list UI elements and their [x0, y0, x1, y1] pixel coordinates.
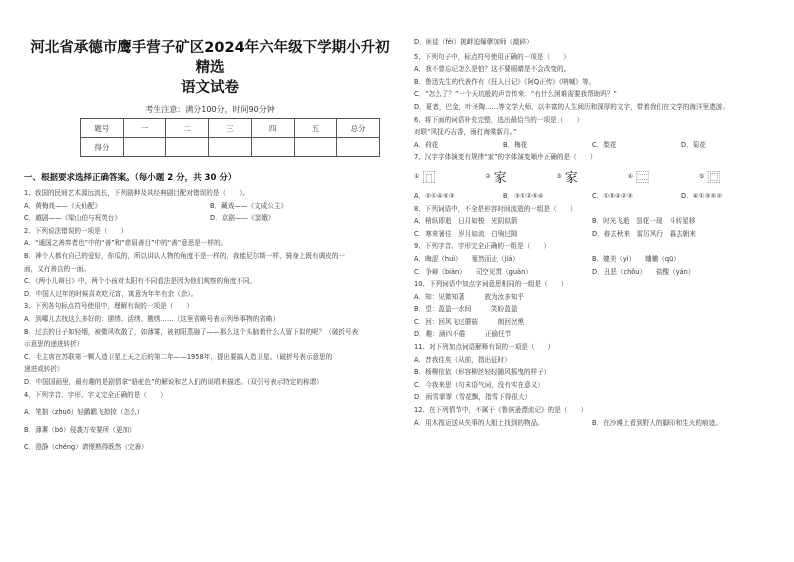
question-stem: 1、我国的民间艺术源远流长，下列剧种及其经典剧目配对错误的是（ ）。	[24, 189, 250, 197]
option-d[interactable]: D．夏者，巴金，叶圣陶……等文学大师，以丰富的人生阅历和深厚的文字，带着我们在文学的海洋里遨游。	[414, 102, 729, 111]
score-table-score-row	[81, 138, 380, 157]
glyph-item	[556, 167, 627, 186]
option-b[interactable]: B．薄薯（bō）侵袭万安要所（更加）	[24, 425, 136, 434]
glyph-char: ⿳	[636, 171, 650, 187]
score-table-header-row	[81, 119, 380, 138]
question-stem: 2、下列说法错误的一项是（ ）	[24, 226, 128, 235]
score-cell: 总分	[337, 119, 380, 138]
score-input-cell[interactable]	[294, 138, 337, 157]
option-c[interactable]: C．争辩（biàn） 司空见贯（guàn）	[414, 267, 532, 276]
option-b-continued: 面，又有善良的一面。	[24, 264, 90, 273]
option-b[interactable]: B．在沙滩上看到野人的脚印和生火的痕迹。	[592, 418, 722, 427]
question-stem: 11、对下列加点词语解释有误的一项是（ ）	[414, 343, 555, 352]
option-row	[414, 139, 770, 152]
option-d[interactable]: D．④①③⑤②	[681, 191, 723, 200]
option-c[interactable]: C．毛主席在苏联第一颗人造卫星上天之后的第二年——1958年，提出要搞人造卫星。（破折号表示意思的	[24, 352, 333, 361]
option-row	[414, 266, 770, 279]
question-5	[414, 51, 770, 114]
option-a[interactable]: A．稍纵即逝 日月如梭 光阴似箭	[414, 217, 518, 226]
glyph-number: ③	[556, 173, 562, 181]
option-a[interactable]: A．知：见微知著 敦为汝多知乎	[414, 292, 525, 301]
option-c[interactable]: C．今我来思（句末语气词，没有实在意义）	[414, 380, 544, 389]
question-1	[24, 187, 396, 225]
title-line-2: 语文试卷	[181, 80, 239, 96]
section-heading: 一、根据要求选择正确答案。（每小题 2 分，共 30 分）	[24, 173, 237, 183]
option-b[interactable]: B．神个人都有自己的爱好，你瓜的，所以讲认人物的角度不是一样的，我能尼尔斯一样，骑身上既有调皮的一	[24, 251, 346, 260]
question-stem: 7、汉字字体演变有规律“家”的字体演变顺序正确的是（ ）	[414, 153, 597, 162]
score-cell: 一	[123, 119, 166, 138]
option-d[interactable]: D．趣：涵四不倦 正偷任节	[414, 330, 512, 339]
score-input-cell[interactable]	[209, 138, 252, 157]
score-cell: 四	[251, 119, 294, 138]
option-d[interactable]: D．雨雪霏霏（雪花飘，指雪下得很大）	[414, 393, 532, 402]
option-b[interactable]: B．鲁迅先生的代表作有《狂人日记》《阿Q正传》《呐喊》等。	[414, 77, 596, 86]
option-a[interactable]: A．到哪儿去找这么多好的：摆绣、活绣、搬绣……（这里省略号表示列举事物的省略）	[24, 314, 280, 323]
option-a[interactable]: A．我不曾忘记怎么是怕？这不要眼睛是不会改变的。	[414, 65, 571, 74]
right-column	[414, 36, 770, 429]
question-3	[24, 300, 396, 388]
question-stem: 5、下列句子中，标点符号使用正确的一项是（ ）	[414, 52, 570, 61]
glyph-char: ⿵	[422, 171, 436, 187]
glyph-item	[699, 167, 770, 186]
question-11	[414, 341, 770, 404]
option-d[interactable]: D．中国国画里，最有趣的是剧情拿“骆驼色”的解说和艺人们的说唱来描述。（双引号表示特定的称谓）	[24, 377, 323, 386]
option-d[interactable]: D．丑恶（chǒu） 盐酸（yán）	[592, 267, 695, 276]
glyph-number: ⑤	[698, 173, 705, 181]
score-table	[80, 118, 380, 157]
score-input-cell[interactable]	[123, 138, 166, 157]
option-b[interactable]: B．梅花	[503, 140, 528, 149]
option-d[interactable]: D．匪徒（fěi）挑衅迫爆孽加师（敲碎）	[414, 38, 533, 46]
question-stem: 12、在下列情节中，不属于《鲁滨逊漂流记》的是（ ）	[414, 406, 588, 415]
option-a[interactable]: A．笔拙（zhuō）轻鹳鹳飞掠掠（怎么）	[24, 408, 144, 417]
option-d[interactable]: D．菊花	[681, 140, 706, 149]
score-cell: 三	[209, 119, 252, 138]
option-c[interactable]: C．《两小儿辩日》中，两个小孩对太阳有不同看法是因为他们观察的角度不同。	[24, 277, 257, 286]
score-cell: 题号	[81, 119, 124, 138]
question-10	[414, 278, 770, 341]
score-cell: 五	[294, 119, 337, 138]
option-b[interactable]: B．藏戏——《文成公主》	[210, 201, 288, 210]
glyph-char: 家	[493, 171, 507, 187]
option-b[interactable]: B．过去的日子如轻烟，被微风吹散了，如薄雾，被初阳蒸融了——那么这个头脑着什么人留下似的呢？（破折号表	[24, 327, 359, 336]
option-c[interactable]: C．回：回风飞过蘑菇 朗回岔黑	[414, 317, 525, 326]
left-column	[24, 38, 396, 454]
score-input-cell[interactable]	[337, 138, 380, 157]
glyph-number: ①	[414, 173, 420, 181]
option-a[interactable]: A．黄梅戏——《天仙配》	[24, 201, 102, 210]
score-input-cell[interactable]	[166, 138, 209, 157]
exam-notice: 考生注意：满分100分，时间90分钟	[145, 105, 275, 114]
option-a[interactable]: A．②①④⑤③	[414, 191, 455, 200]
question-4	[24, 389, 396, 454]
option-d[interactable]: D．春去秋来 雷厉风行 暮去朝来	[592, 229, 696, 238]
option-a[interactable]: A．晦涩（huì） 戛然而止（jiá）	[414, 254, 519, 263]
question-stem: 10、下列词语中加点字词意思相同的一组是（ ）	[414, 280, 568, 289]
option-d[interactable]: D．京剧——《窦娥》	[210, 214, 275, 223]
option-d[interactable]: D．中国人过年的时候喜欢吃元宵，寓意为年年有余（余）。	[24, 289, 198, 298]
option-b[interactable]: B．③①②⑤④	[503, 191, 544, 200]
option-c-continued: 递进或转折）	[24, 365, 64, 374]
option-a[interactable]: A．荷花	[414, 140, 439, 149]
option-row	[24, 212, 396, 225]
option-b[interactable]: B．望：盈盈一水间 笑盼盈盈	[414, 305, 518, 314]
question-12	[414, 404, 770, 429]
question-stem: 4、下列字音、字形、字义完全正确的是（ ）	[24, 390, 167, 399]
glyph-char: ⿴	[707, 171, 721, 187]
question-2	[24, 225, 396, 301]
score-cell: 得分	[81, 138, 124, 157]
question-6	[414, 114, 770, 152]
question-7	[414, 151, 770, 202]
glyph-number: ④	[627, 173, 633, 181]
option-a[interactable]: A．昔我往矣（从前，指出征时）	[414, 355, 511, 364]
question-9	[414, 240, 770, 278]
glyph-item	[414, 167, 485, 186]
glyph-number: ②	[485, 173, 491, 181]
glyph-item	[485, 167, 556, 186]
option-a[interactable]: A．“通国之善弈者也”中的“善”和“慈眉善目”中的“善”意思是一样的。	[24, 239, 228, 248]
option-row	[414, 190, 770, 203]
option-b[interactable]: B．杨柳依依（形容柳丝轻轻随风摇曳的样子）	[414, 368, 551, 377]
title-line-1: 河北省承德市鹰手营子矿区2024年六年级下学期小升初精选	[30, 40, 390, 76]
question-stem: 3、下列各句标点符号使用中，理解有误的一项是（ ）	[24, 302, 194, 311]
option-a[interactable]: A．用木筏运送从失事的大船上找到的物品。	[414, 418, 544, 427]
option-b[interactable]: B．时光飞逝 昙花一现 斗转星移	[592, 217, 696, 226]
score-input-cell[interactable]	[251, 138, 294, 157]
glyph-char: 家	[564, 171, 578, 187]
option-row	[414, 417, 770, 430]
question-subtext: 对联“风抚巧吉香，雨打海棠新月。”	[414, 128, 517, 137]
option-c[interactable]: C．梨花	[592, 140, 617, 149]
question-8	[414, 203, 770, 241]
option-b[interactable]: B．媲美（yì） 蛐蛐（qū）	[592, 254, 680, 263]
glyph-item	[628, 167, 699, 186]
option-c[interactable]: C．澄静（chéng）请憬熟得既然（完善）	[24, 443, 148, 452]
page-title	[24, 38, 396, 98]
question-stem: 6、将下面的词语补充完整，选出最恰当的一项是（ ）	[414, 115, 584, 124]
option-row	[24, 200, 396, 213]
option-c[interactable]: C．寒来暑往 岁月如流 白驹过隙	[414, 229, 518, 238]
question-stem: 8、下列词语中，不全是形容时间流逝的一组是（ ）	[414, 204, 577, 213]
option-row	[414, 228, 770, 241]
option-row	[414, 215, 770, 228]
option-c[interactable]: C．“怎么了？”一个天坑般的声音传来：“有什么困难需要我帮助吗？”	[414, 90, 617, 99]
glyph-row	[414, 166, 770, 188]
score-cell: 二	[166, 119, 209, 138]
option-c[interactable]: C．①⑤④②③	[592, 191, 633, 200]
option-c[interactable]: C．越剧——《梁山伯与祝英台》	[24, 214, 121, 223]
question-stem: 9、下列字音、字形完全正确的一组是（ ）	[414, 242, 551, 251]
option-b-continued: 示意思的递进转折）	[24, 340, 84, 349]
option-row	[414, 253, 770, 266]
